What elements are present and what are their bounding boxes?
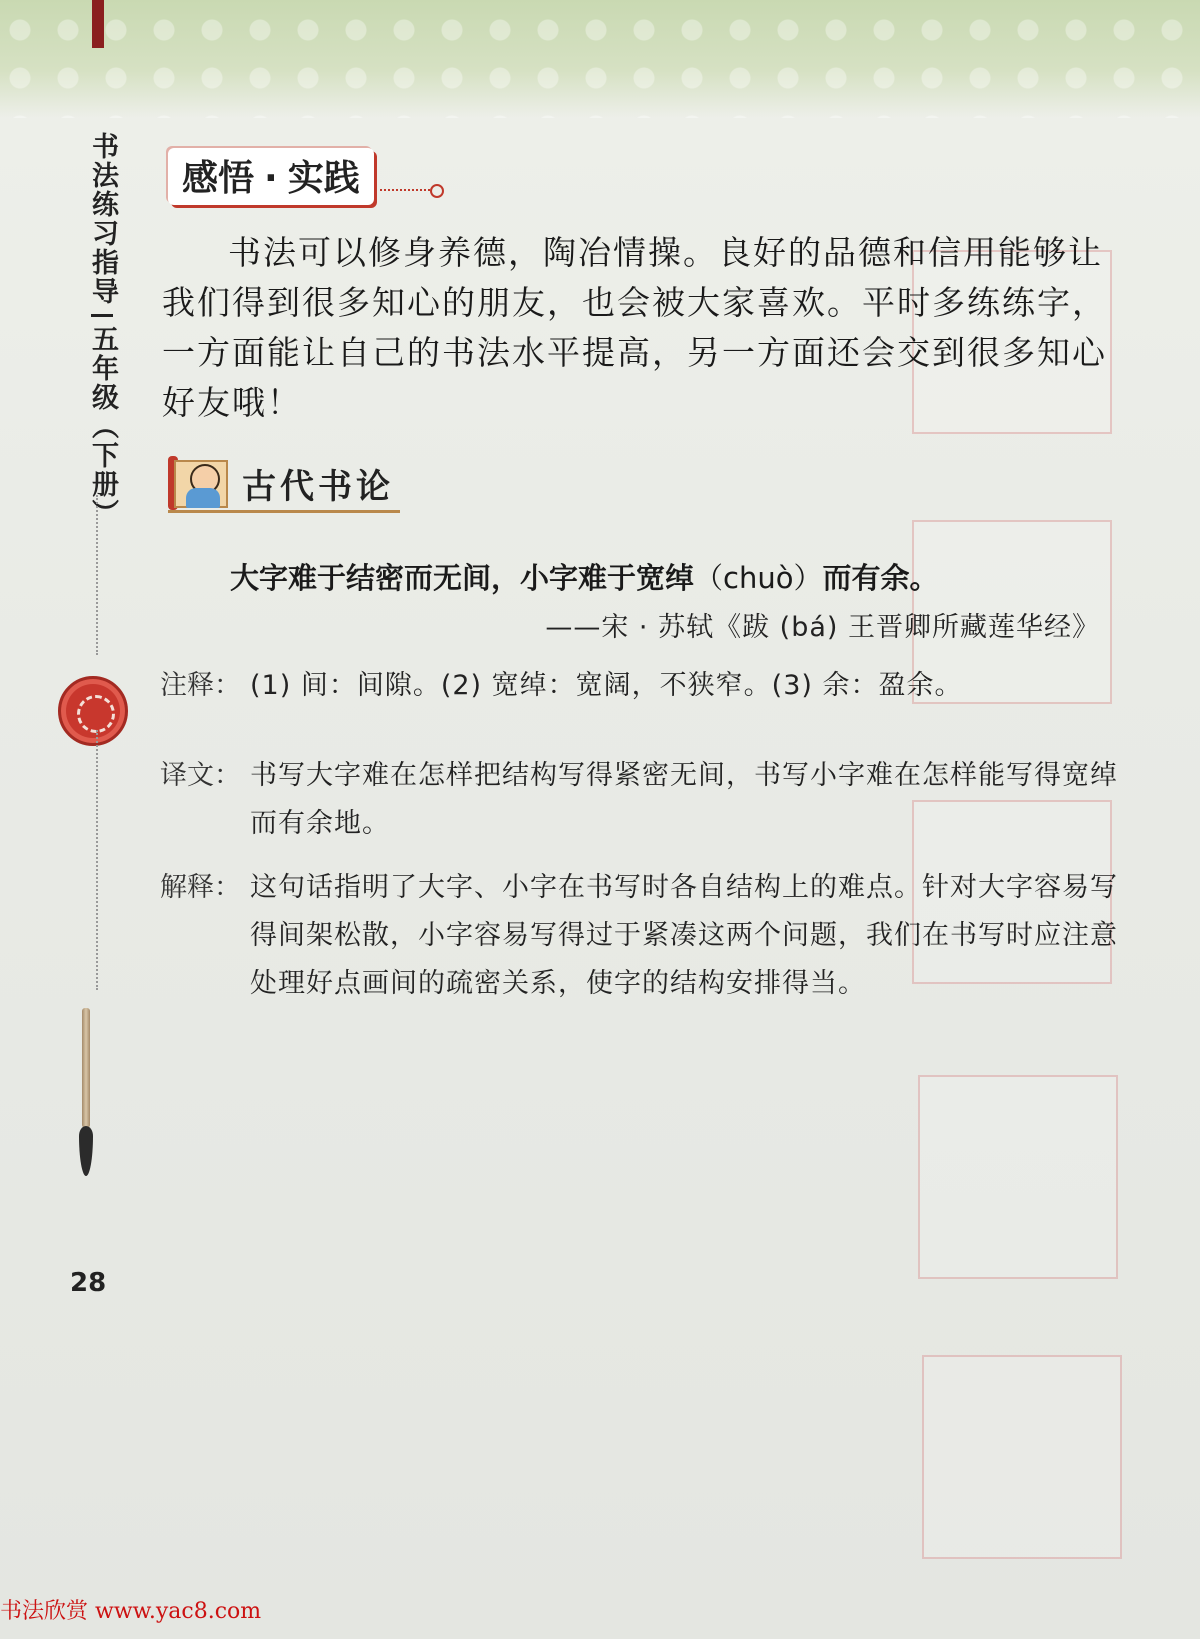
brush-handle-icon xyxy=(82,1008,90,1128)
brush-tip-icon xyxy=(79,1126,93,1176)
bookmark-ribbon xyxy=(92,0,104,48)
decorative-top-band xyxy=(0,0,1200,118)
quote-text-b: 而有余。 xyxy=(822,561,939,595)
heading-part1: 感悟 xyxy=(182,157,255,199)
heading-dotted-line xyxy=(380,189,430,193)
scholar-scroll-icon xyxy=(168,450,234,516)
section-heading-ancient-theory xyxy=(168,450,394,516)
notes-text: (1) 间：间隙。(2) 宽绰：宽阔，不狭窄。(3) 余：盈余。 xyxy=(250,670,963,701)
site-watermark: 书法欣赏 www.yac8.com xyxy=(0,1599,262,1624)
spine-book-title: 书法练习指导 xyxy=(87,132,118,306)
section2-title: 古代书论 xyxy=(242,466,394,507)
translation-entry xyxy=(160,752,1120,848)
classical-quote xyxy=(230,556,938,597)
quote-source: ——宋 · 苏轼《跋 (bá) 王晋卿所藏莲华经》 xyxy=(545,612,1100,643)
practice-paragraph: 书法可以修身养德，陶冶情操。良好的品德和信用能够让我们得到很多知心的朋友，也会被大家喜欢。平时多练练字，一方面能让自己的书法水平提高，另一方面还会交到很多知心好友哦！ xyxy=(162,233,1107,422)
notes-entry xyxy=(160,662,1120,710)
section2-underline xyxy=(168,510,400,513)
explanation-label: 解释： xyxy=(160,872,241,903)
showthrough-box xyxy=(918,1075,1118,1279)
spine-dotted-line xyxy=(96,730,100,990)
heading-ring-icon xyxy=(430,184,444,198)
heading-box xyxy=(168,148,374,205)
explanation-text: 这句话指明了大字、小字在书写时各自结构上的难点。针对大字容易写得间架松散，小字容易写得过于紧凑这两个问题，我们在书写时应注意处理好点画间的疏密关系，使字的结构安排得当。 xyxy=(250,872,1118,999)
quote-pinyin: （chuò） xyxy=(694,561,823,595)
heading-part2: 实践 xyxy=(287,157,360,199)
spine-divider xyxy=(91,314,113,317)
spine-dotted-line xyxy=(96,495,100,655)
dragon-emblem-icon xyxy=(58,676,128,746)
section-heading-practice xyxy=(168,148,444,204)
showthrough-box xyxy=(922,1355,1122,1559)
spine-title xyxy=(72,132,122,528)
spine-grade: 五年级（下册） xyxy=(87,325,118,528)
heading-separator: · xyxy=(264,157,278,199)
notes-label: 注释： xyxy=(160,670,241,701)
page-number: 28 xyxy=(70,1268,107,1298)
explanation-entry xyxy=(160,864,1120,1008)
translation-text: 书写大字难在怎样把结构写得紧密无间，书写小字难在怎样能写得宽绰而有余地。 xyxy=(250,760,1118,839)
translation-label: 译文： xyxy=(160,760,241,791)
quote-text-a: 大字难于结密而无间，小字难于宽绰 xyxy=(230,561,695,595)
